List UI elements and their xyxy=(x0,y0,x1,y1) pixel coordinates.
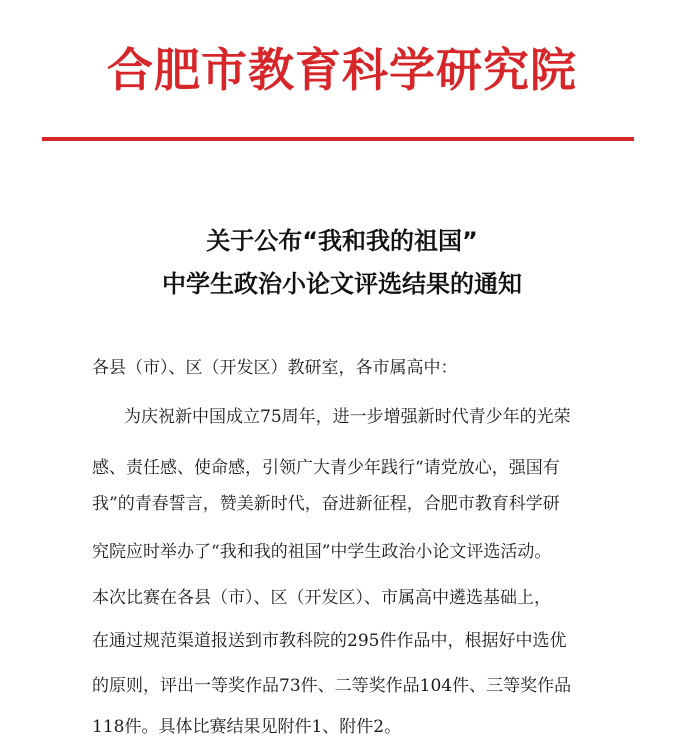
body-line-6: 在通过规范渠道报送到市教科院的295件作品中，根据好中选优 xyxy=(92,631,567,651)
body-line-5: 本次比赛在各县（市）、区（开发区）、市属高中遴选基础上， xyxy=(92,588,551,608)
body-line-4: 究院应时举办了“我和我的祖国”中学生政治小论文评选活动。 xyxy=(92,542,552,562)
body-line-3: 我”的青春誓言，赞美新时代，奋进新征程，合肥市教育科学研 xyxy=(92,494,560,514)
body-line-7: 的原则，评出一等奖作品73件、二等奖作品104件、三等奖作品 xyxy=(92,676,572,696)
notice-title-line-2: 中学生政治小论文评选结果的通知 xyxy=(162,270,522,298)
header-divider xyxy=(42,137,634,141)
salutation: 各县（市）、区（开发区）教研室，各市属高中： xyxy=(92,358,458,378)
institution-header: 合肥市教育科学研究院 xyxy=(107,43,577,97)
body-line-2: 感、责任感、使命感，引领广大青少年践行“请党放心，强国有 xyxy=(92,458,560,478)
body-line-8: 118件。具体比赛结果见附件1、附件2。 xyxy=(92,717,402,737)
body-line-1: 为庆祝新中国成立75周年，进一步增强新时代青少年的光荣 xyxy=(124,407,571,427)
notice-title-line-1: 关于公布“我和我的祖国” xyxy=(206,227,478,255)
